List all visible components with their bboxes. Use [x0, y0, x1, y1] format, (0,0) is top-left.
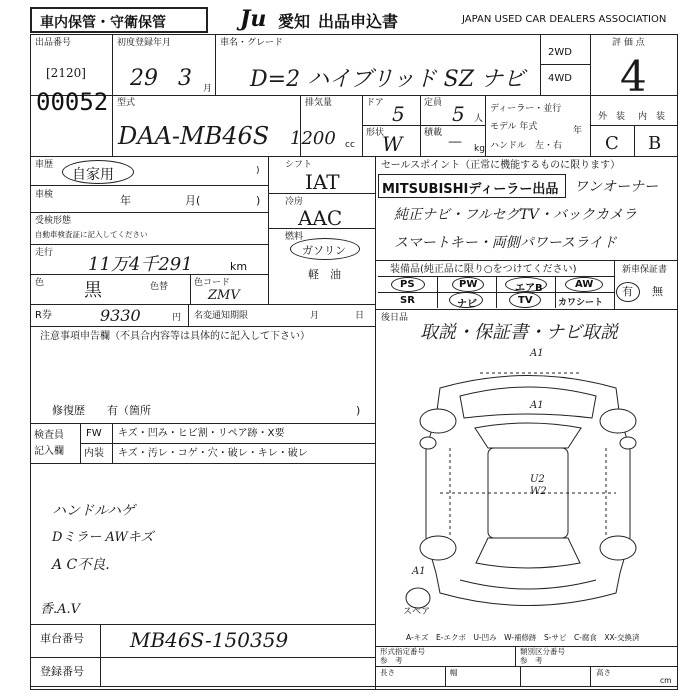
divider — [30, 95, 678, 96]
color-change-label: 色替 — [150, 282, 169, 292]
divider — [634, 125, 635, 156]
mileage-label: 走行 — [35, 248, 54, 258]
fuel-value: ガソリン — [302, 244, 346, 257]
capacity: 5 — [452, 102, 465, 126]
equip-aw: AW — [575, 279, 594, 290]
form-no-sub: 参 考 — [380, 656, 403, 665]
rating: 4 — [620, 52, 647, 101]
inspection-close: ) — [256, 194, 261, 207]
wheel-front-right — [600, 409, 636, 433]
doors: 5 — [392, 102, 405, 126]
inspector-label: 検査員 — [34, 430, 64, 441]
inspection-year: 年 — [120, 194, 131, 207]
fw-text: キズ・凹み・ヒビ割・リペア跡・X要 — [118, 428, 285, 439]
spare-label: スペア — [403, 607, 431, 617]
storage-label-box — [30, 7, 208, 33]
color-code: ZMV — [208, 288, 240, 303]
yen-unit: 円 — [172, 313, 182, 323]
car-history: 自家用 — [72, 167, 114, 183]
drive-4wd: 4WD — [548, 73, 572, 84]
damage-mark-w2: W2 — [530, 486, 547, 497]
equip-tv: TV — [518, 295, 533, 306]
car-history-paren: ) — [256, 166, 260, 176]
color-value: 黒 — [84, 280, 102, 301]
storage-label: 車内保管・守衛保管 — [40, 15, 166, 31]
divider — [30, 244, 268, 245]
car-diagram — [380, 348, 676, 630]
meibo-day: 日 — [355, 311, 365, 321]
accessories: 取説・保証書・ナビ取説 — [420, 322, 618, 343]
mirror-right — [620, 437, 636, 449]
repair-label: 修復歴 有（箇所 — [52, 404, 151, 417]
doors-label: ドア — [366, 98, 384, 108]
divider — [520, 666, 521, 686]
equip-navi: ナビ — [457, 299, 477, 310]
listing-no-label: 出品番号 — [35, 38, 72, 48]
divider — [375, 156, 376, 690]
damage-mark-top: A1 — [530, 348, 544, 359]
divider — [614, 260, 615, 309]
first-reg-label: 初度登録年月 — [117, 38, 172, 48]
inspection-month: 月( — [185, 194, 201, 207]
divider — [590, 34, 591, 156]
int-grade: B — [648, 133, 662, 154]
form-no-label: 形式指定番号 — [380, 647, 425, 656]
logo-mark: Ju — [240, 6, 267, 32]
kg-unit: kg — [474, 144, 485, 154]
wheel-rear-left — [420, 536, 456, 560]
color-code-label: 色コード — [194, 278, 231, 288]
divider — [30, 624, 375, 625]
dealer-label: ディーラー・並行 — [490, 104, 562, 114]
sales-line-1: ワンオーナー — [574, 179, 658, 195]
damage-mark-left: A1 — [412, 566, 426, 577]
km-unit: km — [230, 260, 248, 273]
body-outline — [426, 376, 630, 606]
divider — [188, 304, 189, 326]
width-label: 幅 — [450, 668, 458, 677]
drive-2wd: 2WD — [548, 47, 572, 58]
mileage: 11万4千291 — [88, 254, 193, 275]
divider — [215, 34, 216, 95]
divider — [80, 443, 375, 444]
divider — [375, 309, 678, 310]
equip-seat: カワシート — [558, 298, 604, 308]
category-label: 類別区分番号 — [520, 647, 565, 656]
fw-label: FW — [86, 428, 102, 439]
damage-legend: A-キズ E-エクボ U-凹み W-補修跡 S-サビ C-腐食 XX-交換済 — [406, 633, 640, 642]
int-fault-text: キズ・汚レ・コゲ・穴・破レ・キレ・破レ — [118, 448, 308, 459]
capacity-label: 定員 — [424, 98, 443, 108]
shape: W — [382, 132, 403, 156]
divider — [485, 95, 486, 156]
divider — [100, 624, 101, 686]
model-grade: D=2 ハイブリッド SZ ナビ — [250, 67, 525, 92]
mirror-left — [420, 437, 436, 449]
equip-pw: PW — [459, 279, 478, 290]
divider — [30, 185, 268, 186]
equip-airbag: エアB — [515, 283, 543, 294]
wheel-front-left — [420, 409, 456, 433]
divider — [30, 156, 678, 157]
model-year-label: モデル 年式 — [490, 122, 538, 132]
divider — [437, 276, 438, 308]
rating-label: 評 価 点 — [612, 38, 645, 48]
accessories-label: 後日品 — [381, 313, 409, 323]
chassis-number: MB46S-150359 — [130, 628, 289, 652]
fuel-alt: 軽 油 — [308, 268, 341, 281]
meibo-month: 月 — [310, 311, 320, 321]
logo-pref: 愛知 — [278, 12, 311, 31]
divider — [30, 326, 375, 327]
divider — [268, 156, 269, 304]
divider — [190, 274, 191, 304]
cooling-value: AAC — [298, 206, 343, 230]
sales-points-label: セールスポイント（正常に機能するものに限ります） — [381, 160, 621, 171]
type-value: DAA-MB46S — [118, 122, 270, 150]
listing-code: [2120] — [46, 66, 86, 80]
divider — [540, 64, 590, 65]
damage-mark-u2: U2 — [530, 474, 545, 485]
divider — [445, 666, 446, 686]
type-label: 型式 — [117, 98, 136, 108]
shape-label: 形状 — [366, 128, 385, 138]
load-value: — — [448, 134, 462, 150]
divider — [375, 260, 678, 261]
shift-value: IAT — [305, 170, 340, 194]
year-unit: 年 — [573, 126, 583, 136]
caution-label: 注意事項申告欄（不具合内容等は具体的に記入して下さい） — [40, 331, 310, 342]
warranty-no: 無 — [652, 285, 663, 298]
divider — [555, 276, 556, 308]
sales-line-2: 純正ナビ・フルセグTV・バックカメラ — [394, 207, 637, 223]
repair-close: ) — [356, 404, 361, 417]
divider — [30, 423, 375, 424]
int-fault-label: 内装 — [84, 448, 104, 459]
warranty-yes: 有 — [622, 285, 633, 298]
spare-tire — [406, 588, 430, 608]
note-line-4: 香.A.V — [40, 602, 81, 617]
divider — [496, 276, 497, 308]
length-label: 長さ — [380, 668, 395, 677]
equip-sr: SR — [400, 295, 415, 306]
sales-line-3: スマートキー・両側パワースライド — [394, 235, 617, 251]
meibo-label: 名変通知期限 — [194, 311, 249, 321]
model-grade-label: 車名・グレード — [220, 38, 284, 48]
rear-glass — [476, 538, 580, 568]
handle-label: ハンドル 左・右 — [490, 141, 563, 151]
hood — [460, 387, 596, 418]
displacement-label: 排気量 — [305, 98, 333, 108]
divider — [112, 34, 113, 156]
listing-no: 00052 — [36, 88, 109, 116]
dealer-badge-text: MITSUBISHIディーラー出品 — [382, 182, 559, 197]
accept-label: 受検形態 — [35, 216, 72, 226]
shift-label: シフト — [285, 160, 313, 170]
recycle-value: 9330 — [100, 306, 141, 325]
equip-ps: PS — [400, 279, 415, 290]
height-label: 高さ — [596, 668, 611, 677]
category-sub: 参 考 — [520, 656, 543, 665]
entry-label: 記入欄 — [34, 446, 64, 457]
cc-unit: cc — [345, 140, 355, 150]
cm-unit: cm — [660, 676, 672, 685]
assoc-name: JAPAN USED CAR DEALERS ASSOCIATION — [462, 14, 667, 25]
front-glass — [475, 423, 581, 448]
reg-label: 登録番号 — [40, 665, 84, 678]
load-label: 積載 — [424, 128, 443, 138]
cooling-label: 冷房 — [285, 197, 304, 207]
first-reg-month: 3 — [178, 66, 192, 91]
note-line-3: A C不良. — [52, 557, 110, 573]
wheel-rear-right — [600, 536, 636, 560]
damage-mark-hood: A1 — [530, 400, 544, 411]
chassis-label: 車台番号 — [40, 632, 84, 645]
divider — [112, 423, 113, 463]
divider — [590, 666, 591, 686]
divider — [515, 646, 516, 666]
divider — [30, 463, 375, 464]
ju-logo — [240, 6, 280, 30]
note-line-1: ハンドルハゲ — [52, 503, 136, 519]
divider — [30, 304, 375, 305]
person-unit: 人 — [474, 114, 484, 124]
fuel-label: 燃料 — [285, 232, 304, 242]
int-label: 内 装 — [638, 112, 666, 122]
note-line-2: Dミラー AWキズ — [52, 530, 154, 545]
equipment-label: 装備品(純正品に限り○をつけてください) — [390, 264, 577, 275]
dealer-badge — [378, 174, 566, 198]
divider — [80, 423, 81, 463]
ext-grade: C — [605, 133, 619, 154]
first-reg-year: 29 — [130, 66, 158, 91]
displacement: 1200 — [290, 128, 336, 149]
divider — [30, 686, 678, 687]
divider — [30, 212, 268, 213]
warranty-label: 新車保証書 — [622, 265, 668, 275]
car-history-label: 車歴 — [35, 160, 54, 170]
month-unit: 月 — [203, 84, 213, 94]
accept-note: 自動車検査証に記入してください — [35, 230, 148, 239]
tailgate — [460, 580, 596, 589]
color-label: 色 — [35, 278, 45, 288]
divider — [30, 657, 375, 658]
form-title: 出品申込書 — [318, 12, 399, 31]
ext-label: 外 装 — [598, 112, 626, 122]
divider — [362, 125, 485, 126]
recycle-label: R券 — [35, 310, 52, 321]
divider — [375, 666, 678, 667]
inspection-label: 車検 — [35, 190, 54, 200]
